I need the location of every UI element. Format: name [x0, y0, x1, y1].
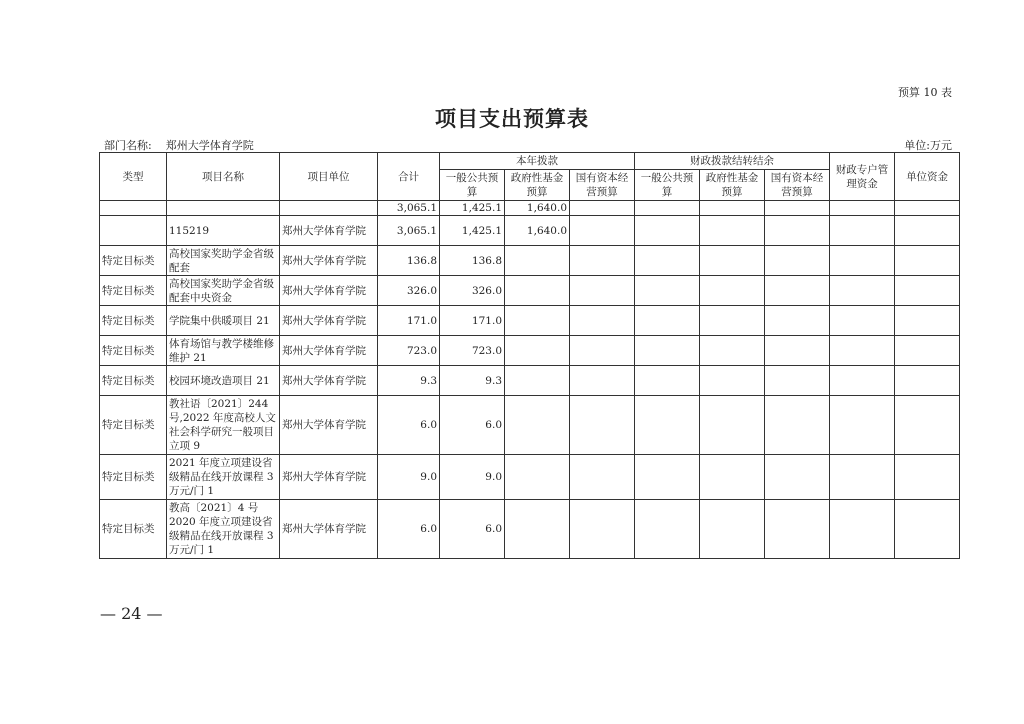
- cell-unit: 郑州大学体育学院: [280, 396, 378, 455]
- col-unit: 项目单位: [280, 153, 378, 201]
- page-number: — 24 —: [100, 604, 163, 623]
- col-g1-general: 一般公共预算: [440, 170, 505, 201]
- cell-name: [167, 201, 280, 216]
- cell-g1-fund: [505, 336, 570, 366]
- cell-type: [100, 216, 167, 246]
- table-header: [100, 153, 960, 201]
- cell-g2-state: [765, 500, 830, 559]
- cell-g2-fund: [700, 396, 765, 455]
- cell-own: [895, 366, 960, 396]
- cell-g1-fund: [505, 500, 570, 559]
- cell-type: 特定目标类: [100, 500, 167, 559]
- cell-type: 特定目标类: [100, 306, 167, 336]
- cell-g1-state: [570, 366, 635, 396]
- col-group-current-year: 本年拨款: [440, 153, 635, 170]
- cell-g2-fund: [700, 336, 765, 366]
- cell-g2-state: [765, 336, 830, 366]
- cell-total: 171.0: [378, 306, 440, 336]
- cell-g1-general: 171.0: [440, 306, 505, 336]
- cell-special: [830, 201, 895, 216]
- col-g1-state: 国有资本经营预算: [570, 170, 635, 201]
- cell-own: [895, 500, 960, 559]
- cell-name: 体育场馆与教学楼维修维护 21: [167, 336, 280, 366]
- cell-g2-general: [635, 396, 700, 455]
- table-row: [100, 455, 960, 500]
- cell-own: [895, 246, 960, 276]
- col-g1-fund: 政府性基金预算: [505, 170, 570, 201]
- cell-special: [830, 216, 895, 246]
- col-own-funds: 单位资金: [895, 153, 960, 201]
- cell-own: [895, 306, 960, 336]
- table-row: [100, 366, 960, 396]
- cell-special: [830, 246, 895, 276]
- col-name: 项目名称: [167, 153, 280, 201]
- cell-unit: 郑州大学体育学院: [280, 246, 378, 276]
- cell-g2-state: [765, 306, 830, 336]
- table-row: [100, 396, 960, 455]
- cell-g2-general: [635, 366, 700, 396]
- cell-unit: 郑州大学体育学院: [280, 366, 378, 396]
- table-row: [100, 246, 960, 276]
- cell-own: [895, 201, 960, 216]
- cell-own: [895, 396, 960, 455]
- cell-g2-state: [765, 201, 830, 216]
- cell-g1-state: [570, 306, 635, 336]
- cell-g2-general: [635, 455, 700, 500]
- cell-g2-state: [765, 396, 830, 455]
- cell-g1-general: 723.0: [440, 336, 505, 366]
- cell-g2-fund: [700, 500, 765, 559]
- cell-g1-fund: [505, 396, 570, 455]
- cell-g2-general: [635, 306, 700, 336]
- cell-type: 特定目标类: [100, 336, 167, 366]
- cell-g2-general: [635, 336, 700, 366]
- cell-g1-fund: 1,640.0: [505, 201, 570, 216]
- col-g2-state: 国有资本经营预算: [765, 170, 830, 201]
- cell-g1-general: 9.3: [440, 366, 505, 396]
- table-row: [100, 500, 960, 559]
- col-group-carryover: 财政拨款结转结余: [635, 153, 830, 170]
- cell-own: [895, 216, 960, 246]
- cell-special: [830, 366, 895, 396]
- cell-g2-state: [765, 216, 830, 246]
- cell-type: 特定目标类: [100, 276, 167, 306]
- cell-g1-general: 1,425.1: [440, 201, 505, 216]
- table-row: [100, 336, 960, 366]
- col-special-account: 财政专户管理资金: [830, 153, 895, 201]
- cell-name: 115219: [167, 216, 280, 246]
- cell-special: [830, 500, 895, 559]
- cell-g1-state: [570, 201, 635, 216]
- department-label: 部门名称:: [104, 139, 152, 152]
- cell-special: [830, 276, 895, 306]
- cell-unit: 郑州大学体育学院: [280, 500, 378, 559]
- cell-total: 723.0: [378, 336, 440, 366]
- cell-type: 特定目标类: [100, 366, 167, 396]
- cell-special: [830, 396, 895, 455]
- cell-g2-fund: [700, 366, 765, 396]
- cell-g1-state: [570, 246, 635, 276]
- cell-type: 特定目标类: [100, 455, 167, 500]
- cell-type: [100, 201, 167, 216]
- department-line: [104, 137, 268, 153]
- cell-unit: [280, 201, 378, 216]
- cell-total: 3,065.1: [378, 216, 440, 246]
- cell-g1-general: 6.0: [440, 396, 505, 455]
- unit-label: 单位:万元: [904, 139, 952, 152]
- budget-table: [99, 152, 960, 559]
- cell-g1-fund: [505, 246, 570, 276]
- cell-total: 6.0: [378, 396, 440, 455]
- cell-g1-state: [570, 500, 635, 559]
- cell-unit: 郑州大学体育学院: [280, 306, 378, 336]
- table-row: [100, 306, 960, 336]
- col-total: 合计: [378, 153, 440, 201]
- cell-g1-fund: [505, 366, 570, 396]
- cell-g2-fund: [700, 455, 765, 500]
- cell-g1-general: 6.0: [440, 500, 505, 559]
- cell-g2-state: [765, 366, 830, 396]
- cell-g1-state: [570, 276, 635, 306]
- cell-own: [895, 336, 960, 366]
- cell-g1-state: [570, 336, 635, 366]
- table-body: [100, 201, 960, 559]
- cell-g2-fund: [700, 306, 765, 336]
- cell-g2-general: [635, 246, 700, 276]
- cell-type: 特定目标类: [100, 246, 167, 276]
- page-title: 项目支出预算表: [435, 106, 589, 131]
- cell-g2-fund: [700, 216, 765, 246]
- cell-g1-general: 326.0: [440, 276, 505, 306]
- cell-g1-state: [570, 216, 635, 246]
- cell-total: 9.3: [378, 366, 440, 396]
- cell-g2-state: [765, 276, 830, 306]
- cell-own: [895, 455, 960, 500]
- department-name: 郑州大学体育学院: [165, 139, 254, 152]
- cell-g1-state: [570, 455, 635, 500]
- cell-g1-general: 9.0: [440, 455, 505, 500]
- cell-g1-state: [570, 396, 635, 455]
- cell-g2-general: [635, 276, 700, 306]
- cell-total: 326.0: [378, 276, 440, 306]
- cell-g2-fund: [700, 201, 765, 216]
- cell-total: 3,065.1: [378, 201, 440, 216]
- table-row: [100, 216, 960, 246]
- cell-g2-general: [635, 216, 700, 246]
- cell-special: [830, 336, 895, 366]
- cell-g1-fund: [505, 276, 570, 306]
- cell-unit: 郑州大学体育学院: [280, 455, 378, 500]
- cell-g2-state: [765, 455, 830, 500]
- cell-g1-general: 136.8: [440, 246, 505, 276]
- table-row: [100, 201, 960, 216]
- cell-name: 教高〔2021〕4 号 2020 年度立项建设省级精品在线开放课程 3 万元/门 1: [167, 500, 280, 559]
- cell-g1-fund: 1,640.0: [505, 216, 570, 246]
- cell-total: 136.8: [378, 246, 440, 276]
- cell-own: [895, 276, 960, 306]
- cell-g1-fund: [505, 306, 570, 336]
- cell-g1-general: 1,425.1: [440, 216, 505, 246]
- cell-g2-fund: [700, 246, 765, 276]
- cell-unit: 郑州大学体育学院: [280, 276, 378, 306]
- cell-name: 2021 年度立项建设省级精品在线开放课程 3 万元/门 1: [167, 455, 280, 500]
- cell-g2-state: [765, 246, 830, 276]
- table-number: 预算 10 表: [898, 86, 952, 99]
- cell-name: 学院集中供暖项目 21: [167, 306, 280, 336]
- cell-g2-general: [635, 201, 700, 216]
- table-row: [100, 276, 960, 306]
- cell-unit: 郑州大学体育学院: [280, 216, 378, 246]
- cell-unit: 郑州大学体育学院: [280, 336, 378, 366]
- cell-g2-general: [635, 500, 700, 559]
- cell-special: [830, 455, 895, 500]
- cell-g2-fund: [700, 276, 765, 306]
- cell-g1-fund: [505, 455, 570, 500]
- cell-special: [830, 306, 895, 336]
- cell-type: 特定目标类: [100, 396, 167, 455]
- col-g2-general: 一般公共预算: [635, 170, 700, 201]
- col-type: 类型: [100, 153, 167, 201]
- cell-name: 高校国家奖助学金省级配套: [167, 246, 280, 276]
- cell-name: 高校国家奖助学金省级配套中央资金: [167, 276, 280, 306]
- cell-total: 6.0: [378, 500, 440, 559]
- cell-name: 校园环境改造项目 21: [167, 366, 280, 396]
- cell-total: 9.0: [378, 455, 440, 500]
- col-g2-fund: 政府性基金预算: [700, 170, 765, 201]
- cell-name: 教社语〔2021〕244号,2022 年度高校人文社会科学研究一般项目立项 9: [167, 396, 280, 455]
